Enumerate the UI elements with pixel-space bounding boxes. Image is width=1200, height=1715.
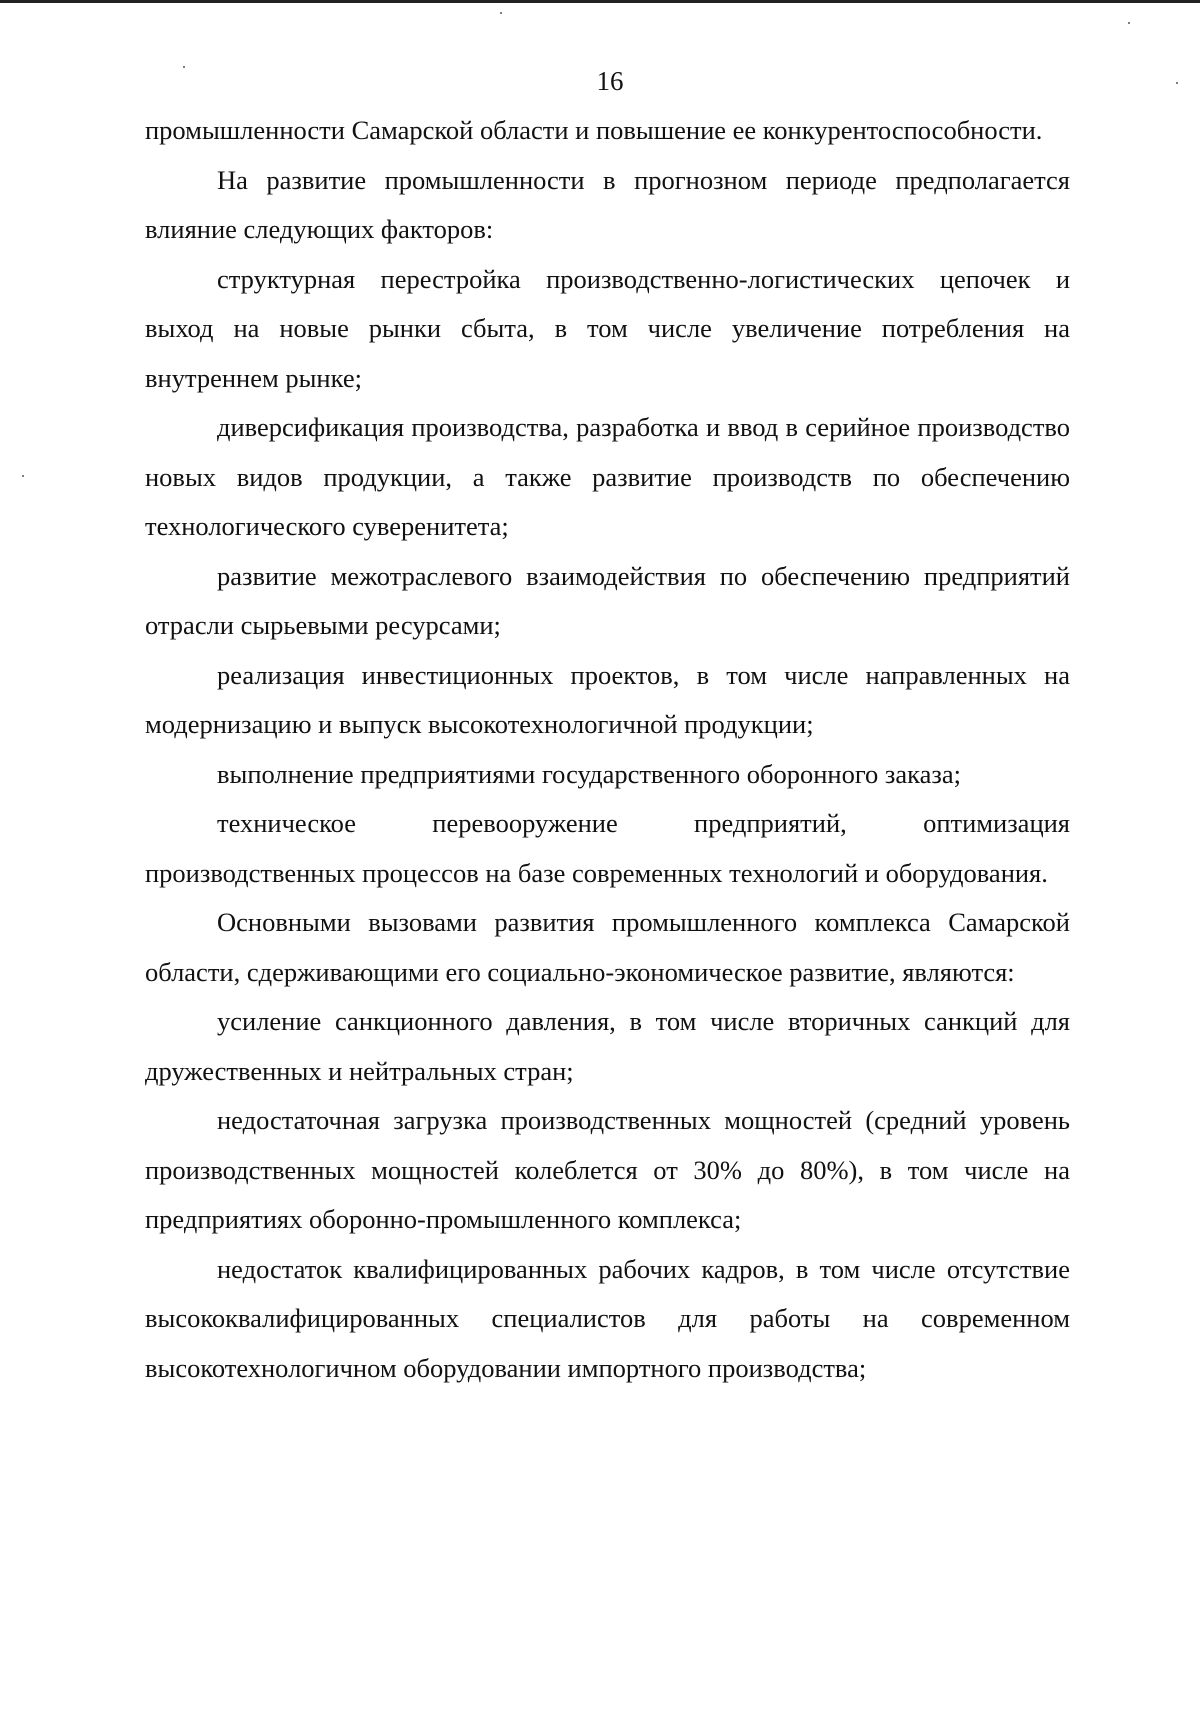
paragraph-challenge-sanctions: усиление санкционного давления, в том числе вторичных санкций для дружественных и нейтральных стран; [145, 1006, 1070, 1086]
paragraph-factor-reequipment: техническое перевооружение предприятий, оптимизация производственных процессов на базе современных технологий и оборудования. [145, 808, 1070, 888]
scan-speck [500, 12, 502, 14]
paragraph-factor-interindustry: развитие межотраслевого взаимодействия по обеспечению предприятий отрасли сырьевыми ресурсами; [145, 560, 1070, 640]
paragraph-factor-restructuring: структурная перестройка производственно-логистических цепочек и выход на новые рынки сбыта, в том числе увеличение потребления на внутреннем рынке; [145, 263, 1070, 393]
page-number: 16 [596, 66, 624, 96]
paragraph-factor-diversification: диверсификация производства, разработка и ввод в серийное производство новых видов продукции, а также развитие производств по обеспечению технологического суверенитета; [145, 412, 1070, 541]
paragraph-factor-investment: реализация инвестиционных проектов, в том числе направленных на модернизацию и выпуск высокотехнологичной продукции; [145, 659, 1070, 739]
paragraph-challenge-personnel: недостаток квалифицированных рабочих кадров, в том числе отсутствие высококвалифицированных специалистов для работы на современном высокотехнологичном оборудовании импортного производства; [145, 1253, 1070, 1383]
paragraph-intro-factors: На развитие промышленности в прогнозном периоде предполагается влияние следующих факторов: [145, 164, 1070, 244]
paragraph-continuation: промышленности Самарской области и повышение ее конкурентоспособности. [145, 115, 1043, 145]
body-text [145, 106, 1070, 1393]
scan-top-edge [0, 0, 1200, 3]
paragraph-challenge-capacity: недостаточная загрузка производственных мощностей (средний уровень производственных мощностей колеблется от 30% до 80%), в том числе на предприятиях оборонно-промышленного комплекса; [145, 1105, 1070, 1234]
scan-speck [1128, 22, 1130, 24]
paragraph-factor-defense-order: выполнение предприятиями государственного оборонного заказа; [217, 758, 961, 789]
paragraph-intro-challenges: Основными вызовами развития промышленного комплекса Самарской области, сдерживающими его социально-экономическое развитие, являются: [145, 907, 1070, 987]
scan-speck [22, 475, 24, 477]
